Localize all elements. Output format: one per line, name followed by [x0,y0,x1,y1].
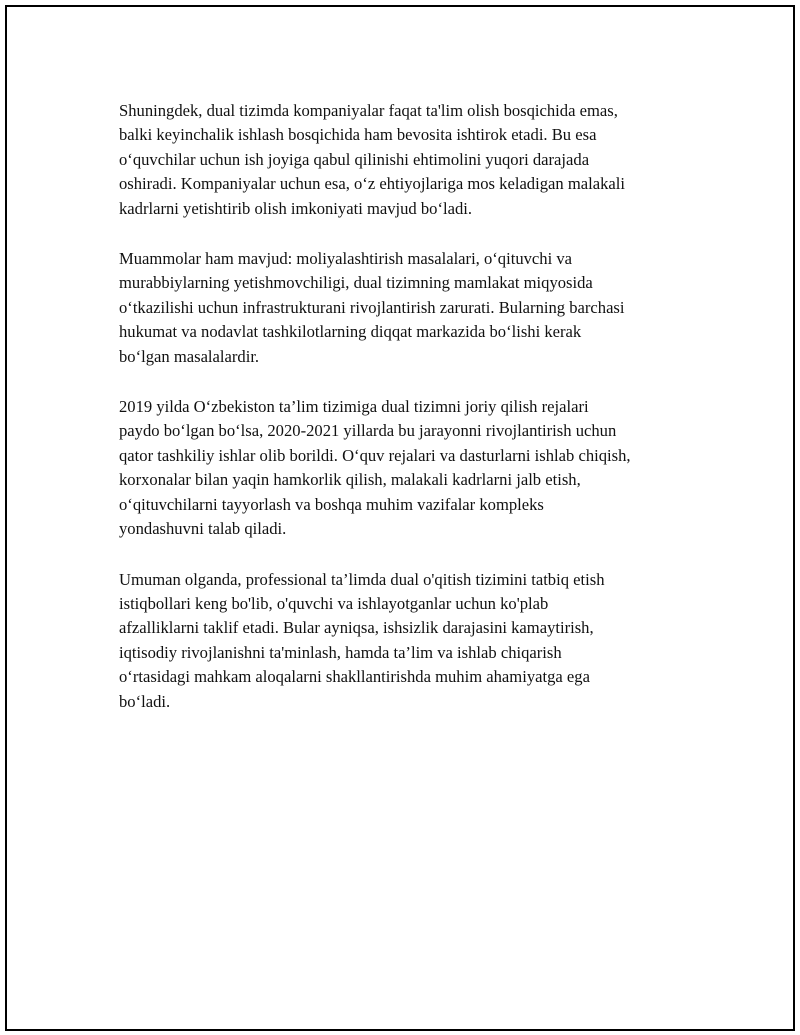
paragraph-2 [119,247,699,369]
text-line: bo‘ladi. [119,691,171,711]
text-line: o‘quvchilar uchun ish joyiga qabul qilinishi ehtimolini yuqori darajada [119,149,590,169]
text-line: 2019 yilda O‘zbekiston ta’lim tizimiga dual tizimni joriy qilish rejalari [119,397,589,417]
text-line: yondashuvni talab qiladi. [119,519,287,539]
text-line: balki keyinchalik ishlash bosqichida ham bevosita ishtirok etadi. Bu esa [119,125,597,145]
text-line: paydo bo‘lgan bo‘lsa, 2020-2021 yillarda bu jarayonni rivojlantirish uchun [119,421,617,441]
document-body [119,99,699,740]
text-line: korxonalar bilan yaqin hamkorlik qilish, malakali kadrlarni jalb etish, [119,470,581,490]
text-line: Shuningdek, dual tizimda kompaniyalar faqat ta'lim olish bosqichida emas, [119,101,618,120]
text-line: o‘qituvchilarni tayyorlash va boshqa muhim vazifalar kompleks [119,494,544,514]
text-line: kadrlarni yetishtirib olish imkoniyati mavjud bo‘ladi. [119,198,473,218]
text-line: Umuman olganda, professional ta’limda dual o'qitish tizimini tatbiq etish [119,569,605,589]
paragraph-3 [119,395,699,541]
paragraph-1 [119,99,699,221]
text-line: bo‘lgan masalalardir. [119,346,260,366]
text-line: o‘rtasidagi mahkam aloqalarni shakllantirishda muhim ahamiyatga ega [119,667,590,687]
text-line: Muammolar ham mavjud: moliyalashtirish masalalari, o‘qituvchi va [119,249,572,269]
text-line: hukumat va nodavlat tashkilotlarning diqqat markazida bo‘lishi kerak [119,322,582,342]
document-page [5,5,795,1031]
text-line: o‘tkazilishi uchun infrastrukturani rivojlantirish zarurati. Bularning barchasi [119,297,625,317]
text-line: istiqbollari keng bo'lib, o'quvchi va ishlayotganlar uchun ko'plab [119,593,549,613]
text-line: qator tashkiliy ishlar olib borildi. O‘quv rejalari va dasturlarni ishlab chiqish, [119,445,631,465]
text-line: oshiradi. Kompaniyalar uchun esa, o‘z ehtiyojlariga mos keladigan malakali [119,174,625,194]
paragraph-4 [119,568,699,714]
text-line: iqtisodiy rivojlanishni ta'minlash, hamda ta’lim va ishlab chiqarish [119,642,562,662]
text-line: afzalliklarni taklif etadi. Bular ayniqsa, ishsizlik darajasini kamaytirish, [119,618,594,638]
text-line: murabbiylarning yetishmovchiligi, dual tizimning mamlakat miqyosida [119,273,593,293]
